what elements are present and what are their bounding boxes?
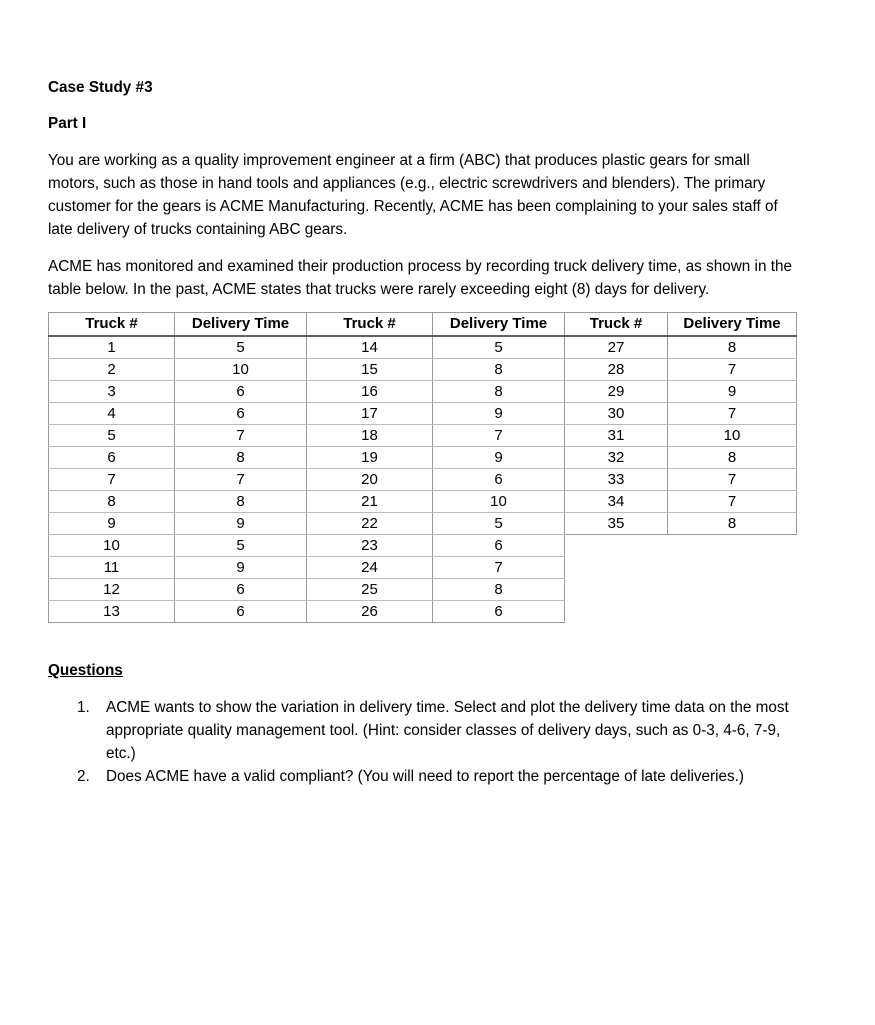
- table-row: [49, 557, 797, 579]
- table-row: [49, 469, 797, 491]
- table-cell: 5: [49, 425, 175, 447]
- table-row: [49, 601, 797, 623]
- table-cell: 4: [49, 403, 175, 425]
- table-cell: 13: [49, 601, 175, 623]
- column-header: Truck #: [307, 313, 433, 337]
- table-cell: 6: [175, 601, 307, 623]
- column-header: Delivery Time: [668, 313, 797, 337]
- table-cell: 29: [565, 381, 668, 403]
- table-row: [49, 513, 797, 535]
- table-cell: 9: [175, 513, 307, 535]
- table-cell: 5: [175, 336, 307, 359]
- questions-list: [48, 696, 808, 788]
- table-cell: 24: [307, 557, 433, 579]
- empty-cell: [565, 557, 668, 579]
- table-cell: 16: [307, 381, 433, 403]
- table-cell: 7: [668, 469, 797, 491]
- question-item: [48, 696, 808, 765]
- table-row: [49, 447, 797, 469]
- table-cell: 25: [307, 579, 433, 601]
- empty-cell: [668, 601, 797, 623]
- table-cell: 32: [565, 447, 668, 469]
- table-cell: 6: [175, 381, 307, 403]
- table-cell: 10: [668, 425, 797, 447]
- table-cell: 21: [307, 491, 433, 513]
- empty-cell: [565, 579, 668, 601]
- table-cell: 6: [433, 469, 565, 491]
- table-cell: 8: [175, 491, 307, 513]
- table-cell: 19: [307, 447, 433, 469]
- table-cell: 3: [49, 381, 175, 403]
- question-number: 1.: [77, 699, 90, 716]
- empty-cell: [565, 601, 668, 623]
- table-cell: 26: [307, 601, 433, 623]
- table-cell: 6: [175, 579, 307, 601]
- table-cell: 9: [668, 381, 797, 403]
- table-cell: 8: [433, 359, 565, 381]
- table-cell: 1: [49, 336, 175, 359]
- table-cell: 9: [49, 513, 175, 535]
- table-cell: 6: [433, 601, 565, 623]
- table-cell: 5: [433, 336, 565, 359]
- table-row: [49, 491, 797, 513]
- table-cell: 7: [175, 425, 307, 447]
- empty-cell: [565, 535, 668, 557]
- table-row: [49, 359, 797, 381]
- table-row: [49, 535, 797, 557]
- monitoring-paragraph: ACME has monitored and examined their production process by recording truck delivery time, as shown in the table below. In the past, ACME states that trucks were rarely exceeding eight (8) days for delivery.: [48, 258, 792, 298]
- table-cell: 2: [49, 359, 175, 381]
- table-cell: 7: [668, 491, 797, 513]
- column-header: Delivery Time: [433, 313, 565, 337]
- table-row: [49, 403, 797, 425]
- table-cell: 7: [175, 469, 307, 491]
- table-cell: 10: [175, 359, 307, 381]
- table-cell: 14: [307, 336, 433, 359]
- table-cell: 7: [668, 359, 797, 381]
- table-row: [49, 381, 797, 403]
- table-cell: 31: [565, 425, 668, 447]
- questions-heading: Questions: [48, 662, 123, 679]
- table-cell: 8: [49, 491, 175, 513]
- delivery-time-table: [48, 312, 797, 623]
- table-cell: 7: [668, 403, 797, 425]
- column-header: Truck #: [49, 313, 175, 337]
- table-cell: 7: [49, 469, 175, 491]
- question-text: ACME wants to show the variation in delivery time. Select and plot the delivery time data on the most appropriate quality management tool. (Hint: consider classes of delivery days, such as 0-3, 4-6, 7-9, etc.): [106, 699, 789, 762]
- table-cell: 5: [433, 513, 565, 535]
- table-cell: 23: [307, 535, 433, 557]
- table-cell: 9: [433, 403, 565, 425]
- column-header: Delivery Time: [175, 313, 307, 337]
- table-cell: 17: [307, 403, 433, 425]
- case-title: Case Study #3: [48, 79, 153, 96]
- table-cell: 33: [565, 469, 668, 491]
- table-cell: 8: [433, 381, 565, 403]
- table-cell: 8: [668, 447, 797, 469]
- table-cell: 8: [668, 513, 797, 535]
- table-cell: 9: [175, 557, 307, 579]
- empty-cell: [668, 535, 797, 557]
- table-cell: 10: [49, 535, 175, 557]
- table-cell: 8: [175, 447, 307, 469]
- table-row: [49, 425, 797, 447]
- intro-paragraph: You are working as a quality improvement engineer at a firm (ABC) that produces plastic gears for small motors, such as those in hand tools and appliances (e.g., electric screwdrivers and blenders). The primary customer for the gears is ACME Manufacturing. Recently, ACME has been complaining to your sales staff of late delivery of trucks containing ABC gears.: [48, 152, 778, 238]
- question-item: [48, 765, 808, 788]
- question-number: 2.: [77, 768, 90, 785]
- table-cell: 27: [565, 336, 668, 359]
- table-cell: 7: [433, 425, 565, 447]
- column-header: Truck #: [565, 313, 668, 337]
- table-cell: 6: [433, 535, 565, 557]
- table-row: [49, 579, 797, 601]
- table-cell: 8: [668, 336, 797, 359]
- table-cell: 35: [565, 513, 668, 535]
- table-cell: 8: [433, 579, 565, 601]
- table-cell: 30: [565, 403, 668, 425]
- table-cell: 6: [175, 403, 307, 425]
- part-title: Part I: [48, 115, 87, 132]
- question-text: Does ACME have a valid compliant? (You will need to report the percentage of late deliveries.): [106, 768, 745, 785]
- table-cell: 7: [433, 557, 565, 579]
- empty-cell: [668, 557, 797, 579]
- table-cell: 10: [433, 491, 565, 513]
- table-cell: 12: [49, 579, 175, 601]
- table-cell: 15: [307, 359, 433, 381]
- table-cell: 28: [565, 359, 668, 381]
- table-row: [49, 336, 797, 359]
- table-cell: 6: [49, 447, 175, 469]
- table-cell: 34: [565, 491, 668, 513]
- table-cell: 9: [433, 447, 565, 469]
- table-cell: 5: [175, 535, 307, 557]
- table-cell: 20: [307, 469, 433, 491]
- empty-cell: [668, 579, 797, 601]
- table-cell: 11: [49, 557, 175, 579]
- table-header-row: [49, 313, 797, 337]
- table-cell: 22: [307, 513, 433, 535]
- table-cell: 18: [307, 425, 433, 447]
